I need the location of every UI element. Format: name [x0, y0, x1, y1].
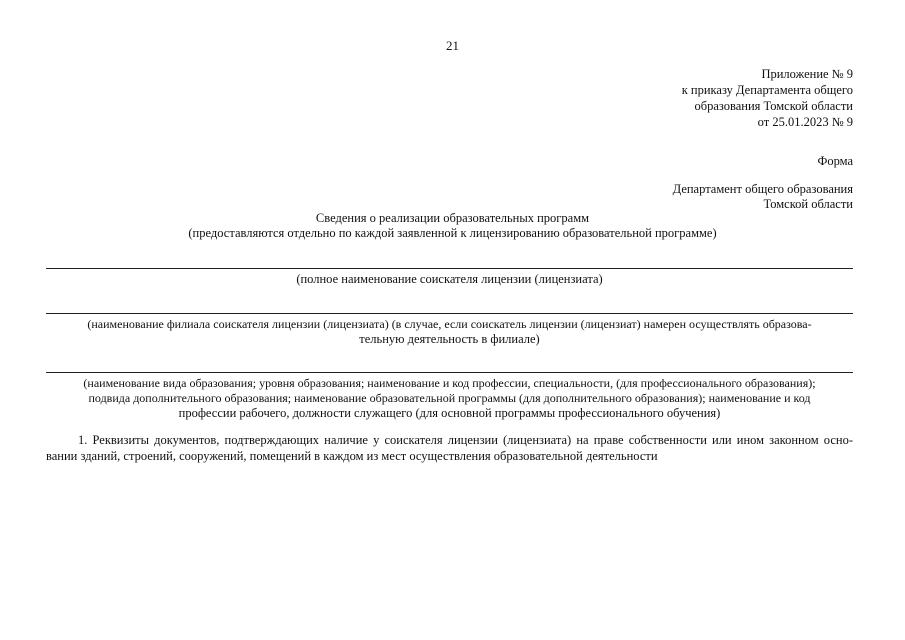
- title-subtitle: (предоставляются отдельно по каждой заявленной к лицензированию образовательной программе): [188, 226, 717, 240]
- appendix-order-ref: к приказу Департамента общего: [681, 83, 853, 97]
- addressee-block: [673, 182, 853, 212]
- document-title: [0, 211, 905, 241]
- program-caption-line-2: подвида дополнительного образования; наименование образовательной программы (для дополнительного образования); наименование и код: [88, 391, 811, 405]
- applicant-name-line: [46, 268, 853, 269]
- applicant-name-caption-text: (полное наименование соискателя лицензии (лицензиата): [296, 272, 603, 286]
- branch-name-caption-line-1: (наименование филиала соискателя лицензии (лицензиата) (в случае, если соискатель лицензии (лицензиат) намерен осуществлять образова-: [87, 317, 812, 331]
- program-caption-line-3: профессии рабочего, должности служащего (для основной программы профессионального обучения): [178, 406, 721, 420]
- section-1-paragraph: 1. Реквизиты документов, подтверждающих наличие у соискателя лицензии (лицензиата) на праве собственности или ином законном осно-вании зданий, строений, сооружений, помещений в каждом из мест осуществления образовательной деятельности: [46, 433, 853, 463]
- title-main: Сведения о реализации образовательных программ: [315, 211, 590, 225]
- appendix-date-number: от 25.01.2023 № 9: [757, 115, 853, 129]
- branch-name-line: [46, 313, 853, 314]
- appendix-header: [682, 66, 853, 130]
- page-number: 21: [446, 38, 459, 53]
- program-caption: [46, 376, 853, 421]
- branch-name-caption: [46, 317, 853, 347]
- appendix-title: Приложение № 9: [761, 67, 853, 81]
- program-caption-line-1: (наименование вида образования; уровня образования; наименование и код профессии, специальности, (для профессионального образования);: [83, 376, 816, 390]
- addressee-line-1: Департамент общего образования: [672, 182, 853, 196]
- addressee-line-2: Томской области: [763, 197, 853, 211]
- form-label: Форма: [817, 154, 853, 168]
- applicant-name-caption: [46, 272, 853, 287]
- program-line: [46, 372, 853, 373]
- branch-name-caption-line-2: тельную деятельность в филиале): [359, 332, 540, 346]
- appendix-department: образования Томской области: [694, 99, 853, 113]
